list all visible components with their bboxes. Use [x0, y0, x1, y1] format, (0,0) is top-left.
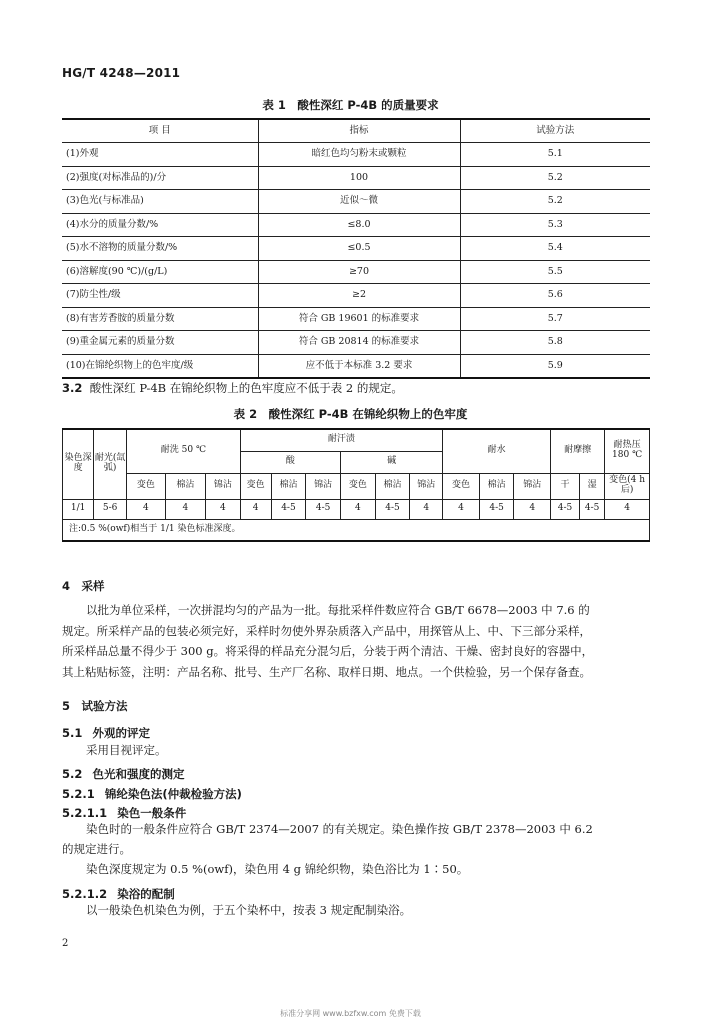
item-cell: (1)外观 — [62, 143, 258, 167]
method-cell: 5.7 — [460, 307, 650, 331]
footer-watermark: 标准分享网 www.bzfxw.com 免费下载 — [280, 1009, 421, 1018]
clause-5-2-1-1-line2: 的规定进行。 — [62, 842, 131, 856]
subheader-cell: 锦沾 — [306, 473, 341, 499]
subheader-cell: 锦沾 — [206, 473, 241, 499]
table1-caption: 表 1 酸性深红 P-4B 的质量要求 — [262, 98, 439, 112]
spec-cell: ≤8.0 — [258, 213, 460, 237]
subheader-cell: 棉沾 — [165, 473, 205, 499]
section-5-heading: 5 试验方法 — [62, 699, 128, 713]
paragraph-line: 以批为单位采样，一次拼混均匀的产品为一批。每批采样件数应符合 GB/T 6678—2003 中 7.6 的 — [86, 603, 590, 617]
header-water: 耐水 — [443, 429, 551, 473]
table-row — [62, 143, 650, 167]
table-subheader-row — [63, 473, 650, 499]
method-cell: 5.1 — [460, 143, 650, 167]
table-row — [62, 307, 650, 331]
clause-5-1-text: 采用目视评定。 — [86, 743, 167, 757]
method-cell: 5.4 — [460, 237, 650, 261]
value-cell: 4 — [514, 499, 551, 519]
table-header-row — [63, 429, 650, 451]
value-cell: 4 — [206, 499, 241, 519]
clause-number: 5.2 — [62, 767, 83, 781]
method-cell: 5.3 — [460, 213, 650, 237]
table-row — [62, 213, 650, 237]
clause-number: 5.2.1.2 — [62, 887, 108, 901]
subheader-cell: 棉沾 — [479, 473, 514, 499]
subheader-cell: 锦沾 — [410, 473, 443, 499]
item-cell: (10)在锦纶织物上的色牢度/级 — [62, 354, 258, 378]
value-cell: 4 — [605, 499, 650, 519]
item-cell: (5)水不溶物的质量分数/% — [62, 237, 258, 261]
column-header: 指标 — [258, 119, 460, 143]
value-cell: 1/1 — [63, 499, 94, 519]
item-cell: (9)重金属元素的质量分数 — [62, 331, 258, 355]
value-cell: 4-5 — [306, 499, 341, 519]
table-row — [62, 260, 650, 284]
subheader-cell: 棉沾 — [375, 473, 410, 499]
subheader-cell: 湿 — [580, 473, 605, 499]
table-row — [62, 354, 650, 378]
color-fastness-table — [62, 428, 650, 542]
spec-cell: 暗红色均匀粉末或颗粒 — [258, 143, 460, 167]
item-cell: (3)色光(与标准品) — [62, 190, 258, 214]
clause-3-2 — [62, 378, 403, 399]
clause-number: 5.2.1 — [62, 787, 95, 801]
table2-caption: 表 2 酸性深红 P-4B 在锦纶织物上的色牢度 — [233, 407, 468, 421]
table-row — [62, 331, 650, 355]
clause-title: 外观的评定 — [92, 726, 151, 740]
clause-title: 染色一般条件 — [117, 806, 187, 820]
clause-number: 3.2 — [62, 381, 83, 395]
item-cell: (7)防尘性/级 — [62, 284, 258, 308]
clause-title: 染浴的配制 — [117, 887, 175, 901]
clause-title: 色光和强度的测定 — [92, 767, 185, 781]
clause-5-2-1-heading — [62, 783, 242, 802]
item-cell: (6)溶解度(90 ℃)/(g/L) — [62, 260, 258, 284]
header-sweat: 耐汗渍 — [240, 429, 442, 451]
header-rub: 耐摩擦 — [551, 429, 605, 473]
table-row — [62, 190, 650, 214]
subheader-cell: 变色 — [127, 473, 166, 499]
clause-number: 5.2.1.1 — [62, 806, 108, 820]
spec-cell: ≥70 — [258, 260, 460, 284]
header-light: 耐光(氙弧) — [94, 429, 127, 499]
clause-5-2-1-1-line3: 染色深度规定为 0.5 %(owf)，染色用 4 g 锦纶织物，染色浴比为 1∶50。 — [86, 862, 469, 876]
section-4-body — [62, 600, 650, 682]
method-cell: 5.8 — [460, 331, 650, 355]
column-header: 项 目 — [62, 119, 258, 143]
method-cell: 5.5 — [460, 260, 650, 284]
table-row — [62, 284, 650, 308]
spec-cell: 符合 GB 19601 的标准要求 — [258, 307, 460, 331]
value-cell: 4 — [240, 499, 271, 519]
standard-number: HG/T 4248—2011 — [62, 66, 181, 80]
value-cell: 4-5 — [580, 499, 605, 519]
clause-title: 锦纶染色法(仲裁检验方法) — [104, 787, 242, 801]
subheader-cell: 干 — [551, 473, 580, 499]
value-cell: 4 — [443, 499, 480, 519]
value-cell: 4 — [127, 499, 166, 519]
quality-requirements-table — [62, 118, 650, 379]
paragraph-line: 所采样品总量不得少于 300 g。将采得的样品充分混匀后，分装于两个清洁、干燥、密封良好的容器中， — [62, 644, 594, 658]
table-header-row — [62, 119, 650, 143]
value-cell: 4 — [340, 499, 375, 519]
spec-cell: 100 — [258, 166, 460, 190]
spec-cell: ≤0.5 — [258, 237, 460, 261]
value-cell: 4 — [410, 499, 443, 519]
table-row — [62, 237, 650, 261]
spec-cell: 近似～微 — [258, 190, 460, 214]
value-cell: 4-5 — [271, 499, 306, 519]
subheader-cell: 棉沾 — [271, 473, 306, 499]
item-cell: (8)有害芳香胺的质量分数 — [62, 307, 258, 331]
subheader-cell: 锦沾 — [514, 473, 551, 499]
table-note: 注:0.5 %(owf)相当于 1/1 染色标准深度。 — [63, 519, 650, 541]
method-cell: 5.9 — [460, 354, 650, 378]
item-cell: (2)强度(对标准品的)/分 — [62, 166, 258, 190]
clause-5-2-heading — [62, 763, 185, 782]
value-cell: 4-5 — [375, 499, 410, 519]
method-cell: 5.2 — [460, 166, 650, 190]
value-cell: 4-5 — [551, 499, 580, 519]
header-heat-sub: 变色(4 h 后) — [605, 473, 650, 499]
clause-5-2-1-2-text: 以一般染色机染色为例，于五个染杯中，按表 3 规定配制染浴。 — [86, 903, 412, 917]
table-note-row — [63, 519, 650, 541]
subheader-cell: 变色 — [240, 473, 271, 499]
clause-number: 5.1 — [62, 726, 83, 740]
spec-cell: ≥2 — [258, 284, 460, 308]
section-4-heading: 4 采样 — [62, 579, 105, 593]
item-cell: (4)水分的质量分数/% — [62, 213, 258, 237]
clause-5-2-1-1-line1: 染色时的一般条件应符合 GB/T 2374—2007 的有关规定。染色操作按 GB/T 2378—2003 中 6.2 — [86, 822, 593, 836]
header-wash: 耐洗 50 ℃ — [127, 429, 241, 473]
spec-cell: 符合 GB 20814 的标准要求 — [258, 331, 460, 355]
clause-5-1-heading — [62, 722, 150, 741]
value-cell: 4-5 — [479, 499, 514, 519]
paragraph-line: 其上粘贴标签，注明：产品名称、批号、生产厂名称、取样日期、地点。一个供检验，另一个保存备查。 — [62, 664, 591, 679]
subheader-cell: 变色 — [340, 473, 375, 499]
header-acid: 酸 — [240, 451, 340, 473]
value-cell: 4 — [165, 499, 205, 519]
table-row — [62, 166, 650, 190]
clause-text: 酸性深红 P-4B 在锦纶织物上的色牢度应不低于表 2 的规定。 — [89, 381, 403, 395]
page-number: 2 — [62, 938, 69, 949]
header-depth: 染色深度 — [63, 429, 94, 499]
header-alkali: 碱 — [340, 451, 442, 473]
method-cell: 5.6 — [460, 284, 650, 308]
header-heat-press: 耐热压 180 ℃ — [605, 429, 650, 473]
column-header: 试验方法 — [460, 119, 650, 143]
subheader-cell: 变色 — [443, 473, 480, 499]
value-cell: 5-6 — [94, 499, 127, 519]
paragraph-line: 规定。所采样产品的包装必须完好，采样时勿使外界杂质落入产品中，用探管从上、中、下三部分采样， — [62, 623, 591, 638]
table-row — [63, 499, 650, 519]
spec-cell: 应不低于本标准 3.2 要求 — [258, 354, 460, 378]
method-cell: 5.2 — [460, 190, 650, 214]
